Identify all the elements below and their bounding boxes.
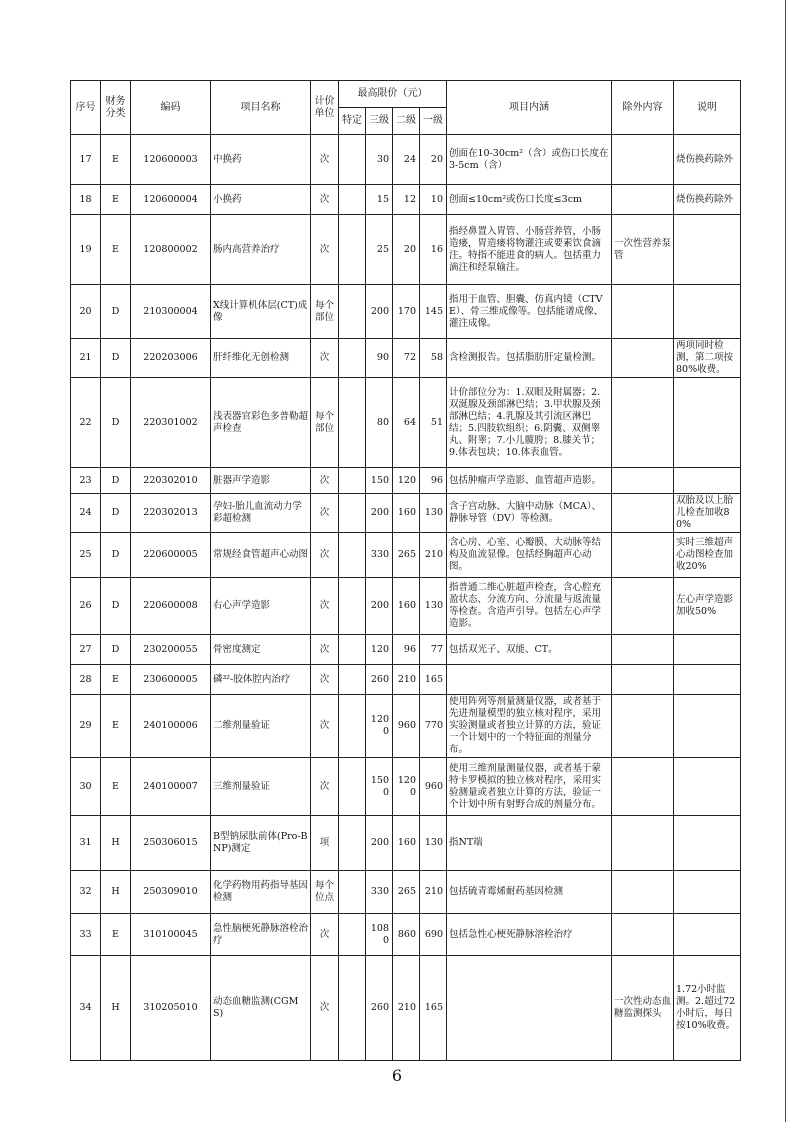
row-content: 指经鼻置入胃管、小肠营养管，小肠造瘘，胃造瘘将物灌注或要素饮食滴注。特指不能进食的病人。包括重力滴注和经泵输注。 [447,215,612,285]
row-price-level3: 30 [366,135,393,185]
row-content: 计价部位分为：1.双眼及附属器；2.双涎腺及颈部淋巴结；3.甲状腺及颈部淋巴结；4.乳腺及其引流区淋巴结；5.四肢软组织；6.阴囊、双侧睾丸、附睾；7.小儿髋胯；8.膝关节；9.体表包块；10.体表血管。 [447,378,612,468]
row-price-level2: 12 [393,185,420,215]
row-price-level1: 130 [420,816,447,871]
row-code: 230200055 [131,635,211,665]
table-row [71,285,741,339]
header-unit: 计价单位 [311,81,339,135]
row-seq: 29 [71,695,101,758]
row-code: 220302013 [131,494,211,533]
row-note [674,914,741,956]
row-code: 120600003 [131,135,211,185]
table-row [71,378,741,468]
row-special-price [339,871,366,914]
row-price-level3: 80 [366,378,393,468]
row-category: E [101,135,131,185]
row-category: D [101,339,131,378]
row-seq: 23 [71,468,101,494]
row-category: E [101,758,131,816]
row-code: 220600005 [131,533,211,578]
table-row [71,695,741,758]
row-special-price [339,135,366,185]
row-exclusion [612,185,674,215]
row-unit: 每个部位 [311,285,339,339]
row-note: 左心声学造影加收50% [674,578,741,635]
row-price-level3: 330 [366,871,393,914]
header-code: 编码 [131,81,211,135]
row-note: 烧伤换药除外 [674,185,741,215]
row-price-level2: 265 [393,871,420,914]
row-price-level1: 770 [420,695,447,758]
row-special-price [339,494,366,533]
row-price-level2: 96 [393,635,420,665]
header-exclusion: 除外内容 [612,81,674,135]
row-code: 310100045 [131,914,211,956]
row-price-level1: 165 [420,665,447,695]
row-special-price [339,339,366,378]
row-name: 中换药 [211,135,311,185]
row-unit: 次 [311,758,339,816]
row-special-price [339,914,366,956]
row-category: D [101,285,131,339]
row-note: 1.72小时监测。2.超过72小时后，每日按10%收费。 [674,956,741,1061]
row-unit: 次 [311,215,339,285]
row-category: E [101,665,131,695]
row-content: 含子宫动脉、大脑中动脉（MCA）、静脉导管（DV）等检测。 [447,494,612,533]
row-special-price [339,215,366,285]
row-special-price [339,185,366,215]
row-price-level2: 960 [393,695,420,758]
row-name: 浅表器官彩色多普勒超声检查 [211,378,311,468]
row-price-level1: 130 [420,494,447,533]
row-unit: 次 [311,468,339,494]
row-unit: 次 [311,339,339,378]
row-price-level3: 200 [366,494,393,533]
row-exclusion [612,468,674,494]
header-finance: 财务分类 [101,81,131,135]
row-special-price [339,665,366,695]
row-name: X线计算机体层(CT)成像 [211,285,311,339]
row-exclusion [612,816,674,871]
row-special-price [339,956,366,1061]
header-special: 特定 [339,108,366,135]
row-category: D [101,533,131,578]
row-note [674,695,741,758]
row-note [674,468,741,494]
row-seq: 18 [71,185,101,215]
row-price-level3: 260 [366,956,393,1061]
row-price-level2: 72 [393,339,420,378]
row-category: H [101,956,131,1061]
row-exclusion [612,494,674,533]
row-name: 急性脑梗死静脉溶栓治疗 [211,914,311,956]
row-unit: 次 [311,185,339,215]
row-price-level2: 160 [393,578,420,635]
row-content: 创面≤10cm²或伤口长度≤3cm [447,185,612,215]
row-content: 创面在10-30cm²（含）或伤口长度在3-5cm（含） [447,135,612,185]
table-body [71,135,741,1061]
row-category: D [101,635,131,665]
row-code: 240100006 [131,695,211,758]
row-name: 二维剂量验证 [211,695,311,758]
row-price-level3: 1080 [366,914,393,956]
row-price-level1: 16 [420,215,447,285]
table-row [71,185,741,215]
row-name: 孕妇-胎儿血流动力学彩超检测 [211,494,311,533]
row-seq: 19 [71,215,101,285]
row-note [674,758,741,816]
row-price-level1: 165 [420,956,447,1061]
row-name: 脏器声学造影 [211,468,311,494]
row-seq: 25 [71,533,101,578]
row-price-level1: 960 [420,758,447,816]
row-price-level1: 210 [420,871,447,914]
row-unit: 次 [311,494,339,533]
row-content: 使用三维剂量测量仪器，或者基于蒙特卡罗模拟的独立核对程序，采用实验测量或者独立计算的方法，验证一个计划中所有射野合成的剂量分布。 [447,758,612,816]
row-name: 肠内高营养治疗 [211,215,311,285]
row-note [674,665,741,695]
row-code: 250306015 [131,816,211,871]
row-exclusion [612,533,674,578]
row-price-level3: 120 [366,635,393,665]
row-unit: 每个位点 [311,871,339,914]
row-exclusion [612,758,674,816]
row-price-level3: 1200 [366,695,393,758]
row-price-level1: 20 [420,135,447,185]
header-level3: 三级 [366,108,393,135]
table-row [71,871,741,914]
row-exclusion [612,665,674,695]
row-price-level2: 265 [393,533,420,578]
row-price-level2: 860 [393,914,420,956]
row-price-level2: 120 [393,468,420,494]
table-row [71,494,741,533]
row-category: D [101,494,131,533]
row-exclusion [612,135,674,185]
row-code: 310205010 [131,956,211,1061]
row-price-level2: 210 [393,665,420,695]
table-row [71,914,741,956]
row-name: 三维剂量验证 [211,758,311,816]
row-price-level2: 170 [393,285,420,339]
row-price-level3: 15 [366,185,393,215]
row-note [674,816,741,871]
row-price-level1: 58 [420,339,447,378]
row-content: 含检测报告。包括脂肪肝定量检测。 [447,339,612,378]
row-price-level3: 25 [366,215,393,285]
row-note [674,285,741,339]
header-level1: 一级 [420,108,447,135]
row-price-level3: 330 [366,533,393,578]
row-content: 指普通二维心脏超声检查，含心腔充盈状态、分流方向、分流量与返流量等检查。含造声引导。包括左心声学造影。 [447,578,612,635]
row-category: D [101,468,131,494]
header-seq: 序号 [71,81,101,135]
row-note: 烧伤换药除外 [674,135,741,185]
table-row [71,956,741,1061]
row-seq: 33 [71,914,101,956]
row-code: 240100007 [131,758,211,816]
row-note [674,378,741,468]
row-unit: 次 [311,914,339,956]
row-price-level2: 160 [393,494,420,533]
row-note [674,871,741,914]
row-code: 220203006 [131,339,211,378]
row-content: 包括硫青霉烯耐药基因检测 [447,871,612,914]
row-content: 包括肿瘤声学造影、血管超声造影。 [447,468,612,494]
row-exclusion: 一次性动态血糖监测探头 [612,956,674,1061]
row-price-level1: 130 [420,578,447,635]
row-price-level1: 145 [420,285,447,339]
row-price-level1: 690 [420,914,447,956]
row-seq: 27 [71,635,101,665]
row-seq: 17 [71,135,101,185]
header-level2: 二级 [393,108,420,135]
row-exclusion [612,378,674,468]
row-code: 220600008 [131,578,211,635]
row-price-level3: 260 [366,665,393,695]
row-content: 指用于血管、胆囊、仿真内镜（CTVE）、骨三维成像等。包括能谱成像、灌注成像。 [447,285,612,339]
row-code: 220302010 [131,468,211,494]
row-content: 使用阵列等剂量测量仪器，或者基于先进剂量模型的独立核对程序，采用实验测量或者独立计算的方法，验证一个计划中的一个特征面的剂量分布。 [447,695,612,758]
row-name: 化学药物用药指导基因检测 [211,871,311,914]
row-price-level2: 64 [393,378,420,468]
row-price-level1: 51 [420,378,447,468]
row-exclusion [612,285,674,339]
row-unit: 项 [311,816,339,871]
row-content [447,956,612,1061]
row-category: D [101,578,131,635]
table-row [71,758,741,816]
row-price-level1: 10 [420,185,447,215]
row-unit: 次 [311,665,339,695]
row-exclusion [612,914,674,956]
row-special-price [339,285,366,339]
row-note: 双胎及以上胎儿检查加收80% [674,494,741,533]
table-row [71,816,741,871]
row-code: 230600005 [131,665,211,695]
row-price-level2: 20 [393,215,420,285]
row-code: 220301002 [131,378,211,468]
row-name: 磷³²-胶体腔内治疗 [211,665,311,695]
row-code: 210300004 [131,285,211,339]
row-content: 包括急性心梗死静脉溶栓治疗 [447,914,612,956]
row-seq: 31 [71,816,101,871]
row-content: 指NT端 [447,816,612,871]
header-content: 项目内涵 [447,81,612,135]
row-exclusion [612,635,674,665]
row-seq: 26 [71,578,101,635]
table-row [71,468,741,494]
row-note [674,635,741,665]
row-category: E [101,185,131,215]
row-price-level1: 210 [420,533,447,578]
row-price-level3: 200 [366,816,393,871]
row-price-level2: 1200 [393,758,420,816]
row-category: E [101,695,131,758]
row-special-price [339,695,366,758]
row-price-level2: 210 [393,956,420,1061]
row-price-level3: 200 [366,285,393,339]
header-name: 项目名称 [211,81,311,135]
row-exclusion [612,339,674,378]
row-special-price [339,378,366,468]
row-category: H [101,816,131,871]
scan-edge-line [785,0,786,1122]
row-special-price [339,578,366,635]
row-category: E [101,914,131,956]
row-name: 小换药 [211,185,311,215]
row-name: 常规经食管超声心动图 [211,533,311,578]
row-content [447,665,612,695]
row-seq: 22 [71,378,101,468]
row-unit: 每个部位 [311,378,339,468]
row-note: 实时三维超声心动图检查加收20% [674,533,741,578]
row-code: 120600004 [131,185,211,215]
row-unit: 次 [311,956,339,1061]
row-category: E [101,215,131,285]
row-price-level3: 200 [366,578,393,635]
row-unit: 次 [311,533,339,578]
header-note: 说明 [674,81,741,135]
row-name: B型钠尿肽前体(Pro-BNP)测定 [211,816,311,871]
table-row [71,665,741,695]
row-price-level1: 96 [420,468,447,494]
table-row [71,339,741,378]
row-price-level3: 1500 [366,758,393,816]
row-special-price [339,635,366,665]
row-seq: 20 [71,285,101,339]
table-row [71,215,741,285]
row-unit: 次 [311,695,339,758]
row-price-level2: 24 [393,135,420,185]
row-seq: 24 [71,494,101,533]
row-name: 右心声学造影 [211,578,311,635]
page-number: 6 [391,1066,403,1085]
row-name: 动态血糖监测(CGMS) [211,956,311,1061]
row-seq: 30 [71,758,101,816]
row-category: H [101,871,131,914]
row-name: 肝纤维化无创检测 [211,339,311,378]
row-special-price [339,468,366,494]
row-seq: 34 [71,956,101,1061]
row-price-level2: 160 [393,816,420,871]
row-price-level3: 90 [366,339,393,378]
row-name: 骨密度测定 [211,635,311,665]
row-content: 含心房、心室、心瓣膜、大动脉等结构及血流显像。包括经胸超声心动图。 [447,533,612,578]
row-unit: 次 [311,578,339,635]
price-table [70,80,741,1061]
row-special-price [339,758,366,816]
row-seq: 32 [71,871,101,914]
table-row [71,578,741,635]
row-category: D [101,378,131,468]
row-special-price [339,816,366,871]
row-seq: 28 [71,665,101,695]
header-max-price: 最高限价（元） [339,81,447,108]
row-price-level1: 77 [420,635,447,665]
row-code: 120800002 [131,215,211,285]
table-row [71,635,741,665]
row-exclusion [612,695,674,758]
row-content: 包括双光子、双能、CT。 [447,635,612,665]
row-code: 250309010 [131,871,211,914]
row-exclusion [612,578,674,635]
row-unit: 次 [311,635,339,665]
row-price-level3: 150 [366,468,393,494]
row-exclusion: 一次性营养泵管 [612,215,674,285]
row-note [674,215,741,285]
row-note: 两项同时检测，第二项按80%收费。 [674,339,741,378]
row-seq: 21 [71,339,101,378]
table-row [71,135,741,185]
row-special-price [339,533,366,578]
table-row [71,533,741,578]
row-exclusion [612,871,674,914]
row-unit: 次 [311,135,339,185]
